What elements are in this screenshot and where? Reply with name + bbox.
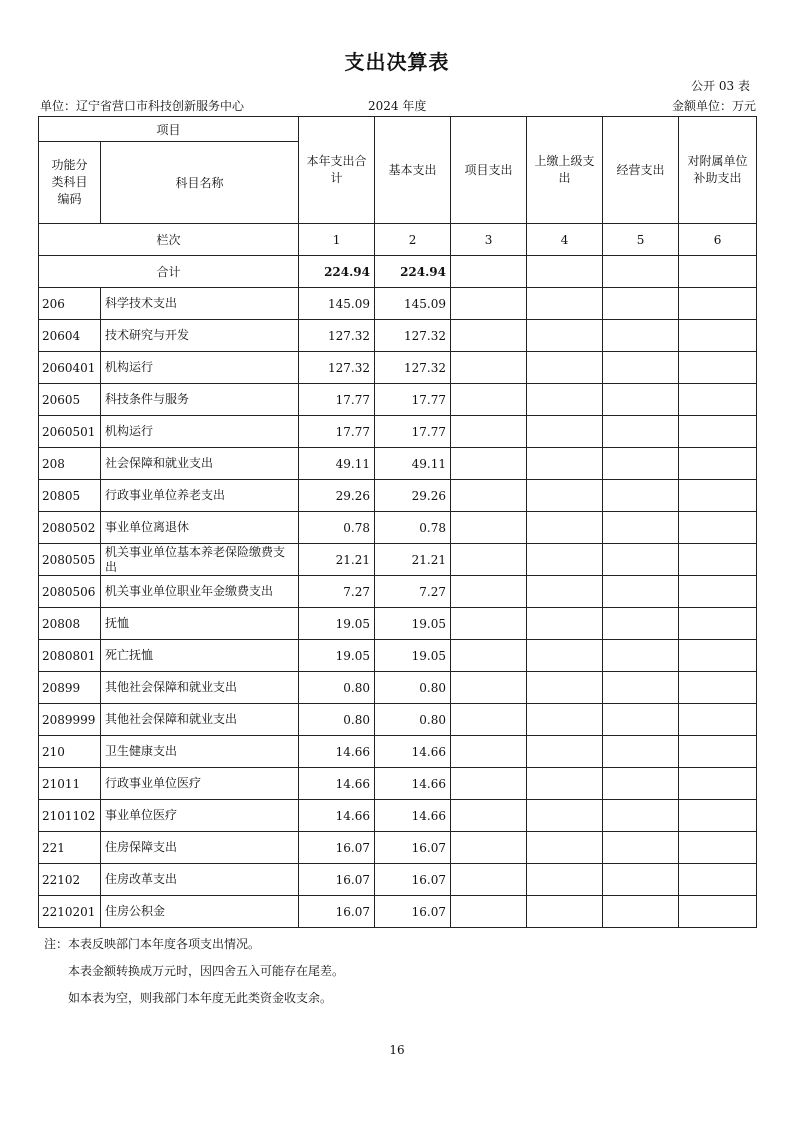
total-value-2: 224.94 [375, 256, 451, 288]
page-title: 支出决算表 [344, 50, 450, 74]
row-total: 17.77 [299, 384, 375, 416]
row-upper [527, 768, 603, 800]
table-row [39, 768, 757, 800]
row-upper [527, 320, 603, 352]
row-business [603, 640, 679, 672]
row-business [603, 832, 679, 864]
row-name: 卫生健康支出 [101, 736, 299, 768]
total-value-3 [451, 256, 527, 288]
row-total: 21.21 [299, 544, 375, 576]
table-row [39, 416, 757, 448]
row-subsidy [679, 288, 757, 320]
total-row [39, 256, 757, 288]
row-code: 20899 [39, 672, 101, 704]
row-basic: 145.09 [375, 288, 451, 320]
row-basic: 7.27 [375, 576, 451, 608]
row-business [603, 800, 679, 832]
row-project [451, 448, 527, 480]
row-business [603, 448, 679, 480]
row-subsidy [679, 800, 757, 832]
row-code: 2080506 [39, 576, 101, 608]
row-index-5: 5 [603, 224, 679, 256]
row-name: 事业单位离退休 [101, 512, 299, 544]
row-name: 科技条件与服务 [101, 384, 299, 416]
row-total: 14.66 [299, 736, 375, 768]
row-code: 22102 [39, 864, 101, 896]
header-subject-name: 科目名称 [101, 142, 299, 224]
page-number: 16 [389, 1043, 405, 1057]
amount-unit-label: 金额单位：万元 [671, 99, 756, 113]
row-business [603, 288, 679, 320]
expenditure-table [38, 116, 757, 928]
row-basic: 19.05 [375, 608, 451, 640]
row-code: 21011 [39, 768, 101, 800]
table-row [39, 640, 757, 672]
row-basic: 16.07 [375, 864, 451, 896]
header-col-2: 基本支出 [375, 117, 451, 224]
table-row [39, 352, 757, 384]
row-subsidy [679, 896, 757, 928]
header-item: 项目 [39, 117, 299, 142]
row-name: 机构运行 [101, 352, 299, 384]
row-total: 19.05 [299, 640, 375, 672]
total-value-6 [679, 256, 757, 288]
row-code: 20605 [39, 384, 101, 416]
table-row [39, 320, 757, 352]
row-business [603, 768, 679, 800]
row-upper [527, 672, 603, 704]
row-name: 科学技术支出 [101, 288, 299, 320]
total-value-4 [527, 256, 603, 288]
row-upper [527, 832, 603, 864]
table-row [39, 896, 757, 928]
row-project [451, 896, 527, 928]
row-code: 210 [39, 736, 101, 768]
table-row [39, 576, 757, 608]
row-business [603, 704, 679, 736]
row-upper [527, 512, 603, 544]
table-row [39, 736, 757, 768]
row-name: 机构运行 [101, 416, 299, 448]
row-project [451, 736, 527, 768]
row-basic: 19.05 [375, 640, 451, 672]
row-name: 社会保障和就业支出 [101, 448, 299, 480]
row-total: 16.07 [299, 864, 375, 896]
row-total: 127.32 [299, 352, 375, 384]
table-row [39, 544, 757, 576]
row-name: 行政事业单位医疗 [101, 768, 299, 800]
row-project [451, 640, 527, 672]
header-col-6: 对附属单位补助支出 [679, 117, 757, 224]
header-col-1: 本年支出合计 [299, 117, 375, 224]
row-basic: 0.78 [375, 512, 451, 544]
table-row [39, 864, 757, 896]
row-total: 145.09 [299, 288, 375, 320]
row-upper [527, 448, 603, 480]
row-name: 机关事业单位基本养老保险缴费支出 [101, 544, 299, 576]
row-business [603, 896, 679, 928]
note-3: 如本表为空，则我部门本年度无此类资金收支余。 [68, 991, 333, 1005]
row-upper [527, 288, 603, 320]
row-basic: 49.11 [375, 448, 451, 480]
row-total: 14.66 [299, 800, 375, 832]
row-code: 2060401 [39, 352, 101, 384]
row-business [603, 608, 679, 640]
row-code: 2060501 [39, 416, 101, 448]
row-business [603, 480, 679, 512]
row-total: 0.78 [299, 512, 375, 544]
row-code: 206 [39, 288, 101, 320]
year-label: 2024 年度 [368, 99, 427, 113]
row-business [603, 416, 679, 448]
unit-label: 单位：辽宁省营口市科技创新服务中心 [40, 99, 245, 113]
row-total: 16.07 [299, 832, 375, 864]
row-name: 住房公积金 [101, 896, 299, 928]
row-project [451, 288, 527, 320]
row-basic: 0.80 [375, 672, 451, 704]
row-subsidy [679, 608, 757, 640]
row-project [451, 832, 527, 864]
row-code: 2101102 [39, 800, 101, 832]
row-project [451, 864, 527, 896]
row-project [451, 576, 527, 608]
row-business [603, 320, 679, 352]
row-basic: 14.66 [375, 736, 451, 768]
header-col-4: 上缴上级支出 [527, 117, 603, 224]
row-upper [527, 640, 603, 672]
row-total: 29.26 [299, 480, 375, 512]
row-basic: 0.80 [375, 704, 451, 736]
row-code: 2080502 [39, 512, 101, 544]
row-business [603, 352, 679, 384]
row-upper [527, 384, 603, 416]
row-subsidy [679, 480, 757, 512]
total-value-5 [603, 256, 679, 288]
row-subsidy [679, 768, 757, 800]
row-total: 0.80 [299, 672, 375, 704]
row-business [603, 512, 679, 544]
row-code: 208 [39, 448, 101, 480]
row-index-4: 4 [527, 224, 603, 256]
row-subsidy [679, 384, 757, 416]
row-upper [527, 576, 603, 608]
row-subsidy [679, 416, 757, 448]
row-subsidy [679, 704, 757, 736]
row-name: 机关事业单位职业年金缴费支出 [101, 576, 299, 608]
row-code: 2080801 [39, 640, 101, 672]
row-subsidy [679, 672, 757, 704]
row-project [451, 768, 527, 800]
note-1: 注：本表反映部门本年度各项支出情况。 [44, 937, 261, 951]
row-project [451, 480, 527, 512]
row-code: 2080505 [39, 544, 101, 576]
row-index-label: 栏次 [39, 224, 299, 256]
row-index-2: 2 [375, 224, 451, 256]
header-col-5: 经营支出 [603, 117, 679, 224]
row-name: 行政事业单位养老支出 [101, 480, 299, 512]
form-number: 公开 03 表 [691, 79, 750, 93]
row-project [451, 800, 527, 832]
row-project [451, 704, 527, 736]
table-row [39, 288, 757, 320]
meta-row [40, 97, 756, 113]
row-total: 16.07 [299, 896, 375, 928]
row-basic: 29.26 [375, 480, 451, 512]
total-value-1: 224.94 [299, 256, 375, 288]
row-business [603, 736, 679, 768]
table-row [39, 672, 757, 704]
row-project [451, 672, 527, 704]
row-code: 2089999 [39, 704, 101, 736]
row-name: 住房改革支出 [101, 864, 299, 896]
row-name: 住房保障支出 [101, 832, 299, 864]
total-label: 合计 [39, 256, 299, 288]
note-2: 本表金额转换成万元时，因四舍五入可能存在尾差。 [68, 964, 345, 978]
table-row [39, 832, 757, 864]
row-name: 其他社会保障和就业支出 [101, 672, 299, 704]
row-total: 0.80 [299, 704, 375, 736]
row-total: 49.11 [299, 448, 375, 480]
row-basic: 127.32 [375, 320, 451, 352]
row-subsidy [679, 352, 757, 384]
row-basic: 17.77 [375, 416, 451, 448]
row-total: 19.05 [299, 608, 375, 640]
row-index-6: 6 [679, 224, 757, 256]
row-name: 技术研究与开发 [101, 320, 299, 352]
row-code: 20808 [39, 608, 101, 640]
row-total: 14.66 [299, 768, 375, 800]
row-business [603, 544, 679, 576]
header-col-3: 项目支出 [451, 117, 527, 224]
table-row [39, 384, 757, 416]
row-basic: 127.32 [375, 352, 451, 384]
row-code: 20805 [39, 480, 101, 512]
row-project [451, 384, 527, 416]
row-subsidy [679, 640, 757, 672]
row-name: 事业单位医疗 [101, 800, 299, 832]
row-upper [527, 736, 603, 768]
row-business [603, 864, 679, 896]
table-row [39, 480, 757, 512]
row-business [603, 672, 679, 704]
row-index-3: 3 [451, 224, 527, 256]
row-total: 17.77 [299, 416, 375, 448]
row-project [451, 512, 527, 544]
row-business [603, 384, 679, 416]
row-basic: 21.21 [375, 544, 451, 576]
row-project [451, 320, 527, 352]
row-index-1: 1 [299, 224, 375, 256]
table-row [39, 704, 757, 736]
row-subsidy [679, 864, 757, 896]
row-upper [527, 704, 603, 736]
row-upper [527, 800, 603, 832]
row-basic: 16.07 [375, 896, 451, 928]
row-subsidy [679, 576, 757, 608]
table-row [39, 800, 757, 832]
row-total: 7.27 [299, 576, 375, 608]
row-basic: 16.07 [375, 832, 451, 864]
row-code: 2210201 [39, 896, 101, 928]
row-basic: 17.77 [375, 384, 451, 416]
row-name: 死亡抚恤 [101, 640, 299, 672]
row-subsidy [679, 736, 757, 768]
row-code: 20604 [39, 320, 101, 352]
row-upper [527, 352, 603, 384]
row-upper [527, 608, 603, 640]
row-project [451, 416, 527, 448]
row-project [451, 544, 527, 576]
row-upper [527, 864, 603, 896]
table-row [39, 608, 757, 640]
row-project [451, 608, 527, 640]
row-upper [527, 544, 603, 576]
row-upper [527, 896, 603, 928]
row-subsidy [679, 320, 757, 352]
row-subsidy [679, 544, 757, 576]
row-upper [527, 416, 603, 448]
row-total: 127.32 [299, 320, 375, 352]
row-basic: 14.66 [375, 800, 451, 832]
row-name: 抚恤 [101, 608, 299, 640]
row-subsidy [679, 512, 757, 544]
row-code: 221 [39, 832, 101, 864]
row-name: 其他社会保障和就业支出 [101, 704, 299, 736]
row-project [451, 352, 527, 384]
row-basic: 14.66 [375, 768, 451, 800]
table-row [39, 448, 757, 480]
row-business [603, 576, 679, 608]
header-func-code: 功能分类科目编码 [39, 142, 101, 224]
row-upper [527, 480, 603, 512]
row-subsidy [679, 448, 757, 480]
row-subsidy [679, 832, 757, 864]
table-row [39, 512, 757, 544]
